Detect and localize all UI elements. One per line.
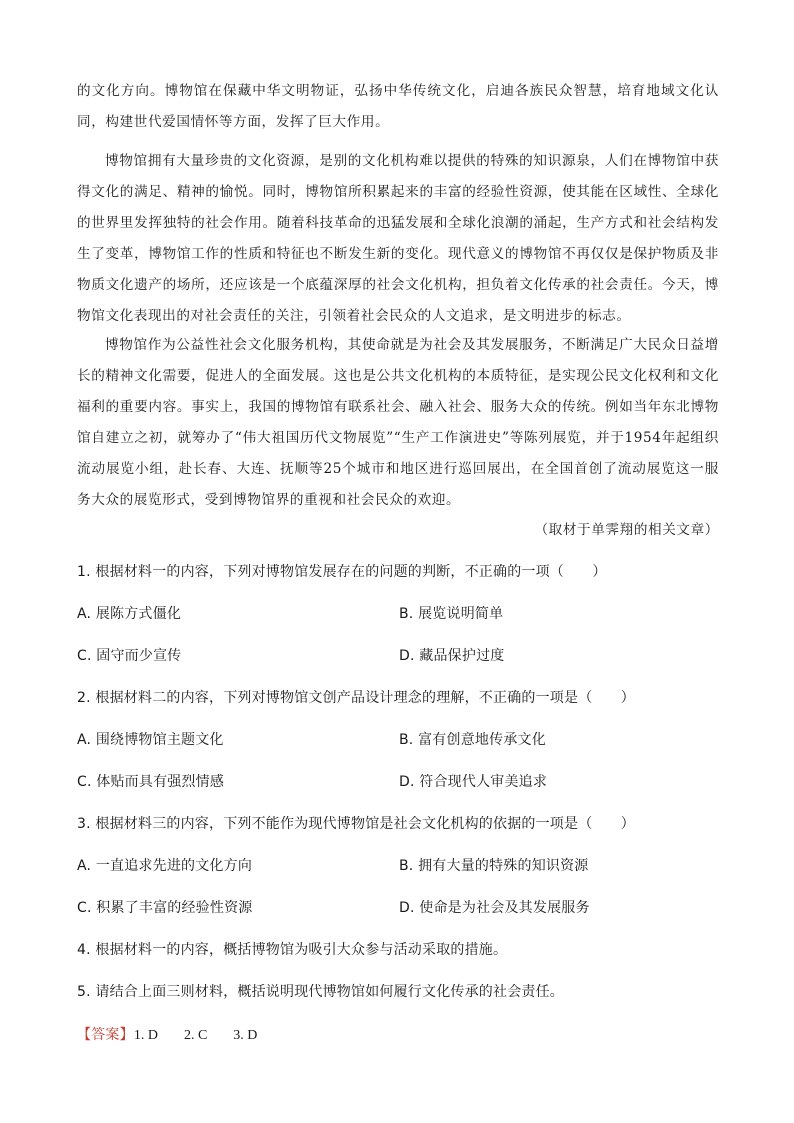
- question-3-option-c: C. 积累了丰富的经验性资源: [77, 900, 253, 916]
- question-2-option-a: A. 围绕博物馆主题文化: [77, 732, 224, 748]
- answer-item-3: 3. D: [233, 1028, 258, 1043]
- question-3-option-a: A. 一直追求先进的文化方向: [77, 858, 253, 874]
- question-3-option-d: D. 使命是为社会及其发展服务: [399, 900, 590, 916]
- answer-item-1: 1. D: [133, 1028, 158, 1043]
- answer-item-2: 2. C: [183, 1028, 208, 1043]
- question-1-option-c: C. 固守而少宣传: [77, 648, 182, 664]
- question-2-option-b: B. 富有创意地传承文化: [399, 732, 546, 748]
- question-1-option-b: B. 展览说明简单: [399, 606, 504, 622]
- material-paragraph-1: 的文化方向。博物馆在保藏中华文明物证，弘扬中华传统文化，启迪各族民众智慧，培育地域文化认同，构建世代爱国情怀等方面，发挥了巨大作用。: [77, 83, 719, 130]
- question-2-option-c: C. 体贴而具有强烈情感: [77, 774, 225, 790]
- question-1-option-d: D. 藏品保护过度: [399, 648, 505, 664]
- material-paragraph-2: 博物馆拥有大量珍贵的文化资源，是别的文化机构难以提供的特殊的知识源泉，人们在博物馆中获得文化的满足、精神的愉悦。同时，博物馆所积累起来的丰富的经验性资源，使其能在区域性、全球化的世界里发挥独特的社会作用。随着科技革命的迅猛发展和全球化浪潮的涌起，生产方式和社会结构发生了变革，博物馆工作的性质和特征也不断发生新的变化。现代意义的博物馆不再仅仅是保护物质及非物质文化遗产的场所，还应该是一个底蕴深厚的社会文化机构，担负着文化传承的社会责任。今天，博物馆文化表现出的对社会责任的关注，引领着社会民众的人文追求，是文明进步的标志。: [77, 153, 719, 324]
- question-2-stem: 2. 根据材料二的内容，下列对博物馆文创产品设计理念的理解，不正确的一项是（ ）: [77, 690, 636, 706]
- question-1-option-a: A. 展陈方式僵化: [77, 606, 182, 622]
- question-2-option-d: D. 符合现代人审美追求: [399, 774, 548, 790]
- question-4-stem: 4. 根据材料一的内容，概括博物馆为吸引大众参与活动采取的措施。: [77, 942, 508, 958]
- answer-line: [77, 1025, 257, 1046]
- question-5-stem: 5. 请结合上面三则材料，概括说明现代博物馆如何履行文化传承的社会责任。: [77, 984, 565, 1000]
- question-3-option-b: B. 拥有大量的特殊的知识资源: [399, 858, 589, 874]
- question-3-stem: 3. 根据材料三的内容，下列不能作为现代博物馆是社会文化机构的依据的一项是（ ）: [77, 816, 636, 832]
- answer-tag: 【答案】: [77, 1027, 134, 1043]
- source-citation: （取材于单霁翔的相关文章）: [534, 522, 719, 538]
- material-paragraph-3: 博物馆作为公益性社会文化服务机构，其使命就是为社会及其发展服务，不断满足广大民众日益增长的精神文化需要，促进人的全面发展。这也是公共文化机构的本质特征，是实现公民文化权利和文化福利的重要内容。事实上，我国的博物馆有联系社会、融入社会、服务大众的传统。例如当年东北博物馆自建立之初，就筹办了“伟大祖国历代文物展览”“生产工作演进史”等陈列展览，并于1954年起组织流动展览小组，赴长春、大连、抚顺等25个城市和地区进行巡回展出，在全国首创了流动展览这一服务大众的展览形式，受到博物馆界的重视和社会民众的欢迎。: [77, 337, 719, 508]
- question-1-stem: 1. 根据材料一的内容，下列对博物馆发展存在的问题的判断，不正确的一项（ ）: [77, 564, 607, 580]
